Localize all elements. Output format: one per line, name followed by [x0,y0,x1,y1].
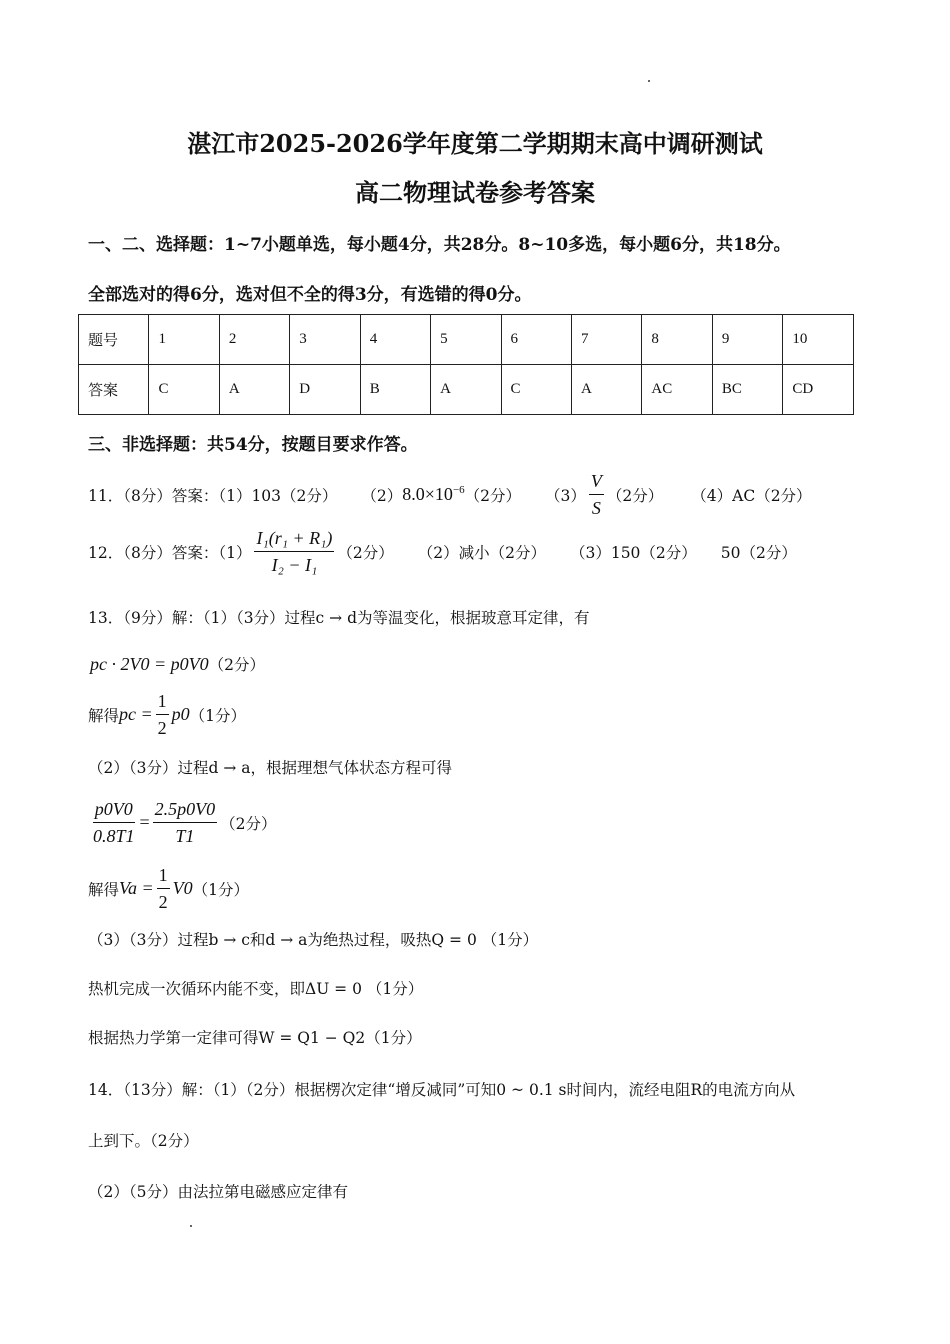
q12-part1-fraction [254,527,334,576]
q11-answer [88,470,812,519]
q12-part1-score: （2分） [337,543,394,562]
equation-score: （2分） [220,814,277,833]
section1-scoring: 全部选对的得6分，选对但不全的得3分，有选错的得0分。 [88,285,532,305]
fraction-numerator: p0V0 [93,798,135,823]
equation-score: （2分） [208,656,266,674]
table-cell: 3 [290,315,360,365]
q14-line1: 14．（13分）解：（1）（2分）根据楞次定律“增反减同”可知0 ~ 0.1 s时间内，流经电阻R的电流方向从 [88,1081,796,1099]
q11-part2-value [402,484,464,505]
table-cell: C [501,365,571,415]
fraction-denominator: 2 [158,892,168,912]
q13-sol1 [88,690,246,739]
q11-part2-label: （2） [361,486,403,505]
section1-instructions: 一、二、选择题：1~7小题单选，每小题4分，共28分。8~10多选，每小题6分，共18分。 [88,235,791,255]
table-cell: A [571,365,641,415]
table-cell: CD [783,365,854,415]
fraction-numerator: I₁(r₁ + R₁) [254,527,334,552]
equation: pc · 2V0 = p0V0 [90,653,209,674]
table-cell: AC [642,365,713,415]
table-cell: 6 [501,315,571,365]
table-header-answer: 答案 [79,365,149,415]
table-cell: 9 [712,315,783,365]
solution-rhs: V0 [172,878,193,898]
q12-prefix: 12．（8分）答案：（1） [88,543,252,562]
fraction-denominator: S [591,498,601,518]
q13-line2: （2）（3分）过程d → a，根据理想气体状态方程可得 [88,759,452,777]
table-cell: B [360,365,430,415]
q13-eq1 [90,653,265,675]
q11-part3-score: （2分） [606,486,664,505]
solution-fraction [157,864,170,913]
q13-line1: 13．（9分）解：（1）（3分）过程c → d为等温变化，根据玻意耳定律，有 [88,609,590,627]
table-cell: 8 [642,315,713,365]
solution-score: （1分） [189,706,247,725]
q11-part2-exponent: −6 [452,484,465,496]
fraction-numerator: V [589,470,604,495]
fraction-numerator: 1 [156,690,169,715]
equation-right-fraction [153,798,218,847]
q13-sol2 [88,864,249,913]
q11-part3-fraction [589,470,604,519]
table-cell: 4 [360,315,430,365]
fraction-numerator: 2.5p0V0 [153,798,218,823]
q12-part4: 50（2分） [720,543,797,562]
fraction-denominator: 2 [157,718,167,738]
page-title: 湛江市2025-2026学年度第二学期期末高中调研测试 [187,129,763,158]
table-row [79,315,854,365]
q13-eq2 [88,798,277,847]
fraction-denominator: I₂ − I₁ [271,555,318,575]
q13-line3: （3）（3分）过程b → c和d → a为绝热过程，吸热Q = 0 （1分） [88,931,539,949]
table-cell: 10 [783,315,854,365]
table-cell: 1 [149,315,219,365]
solution-label: 解得 [88,706,120,725]
table-cell: A [431,365,501,415]
q12-part2: （2）减小（2分） [417,543,546,562]
page-subtitle: 高二物理试卷参考答案 [355,178,595,207]
table-cell: 2 [219,315,289,365]
table-cell: 5 [431,315,501,365]
solution-fraction [156,690,169,739]
scan-dot-bottom [190,1225,192,1227]
q14-line2: 上到下。（2分） [88,1132,199,1150]
fraction-numerator: 1 [157,864,170,889]
fraction-denominator: T1 [175,826,195,846]
q13-line4: 热机完成一次循环内能不变，即ΔU = 0 （1分） [88,980,424,998]
q11-prefix: 11．（8分）答案：（1）103（2分） [88,486,338,505]
equation-left-fraction [91,798,137,847]
solution-label: 解得 [88,880,120,899]
solution-rhs: p0 [171,704,190,724]
q11-part2-mantissa: 8.0×10 [402,484,453,504]
solution-lhs: pc = [119,704,153,724]
solution-lhs: Va = [119,878,154,898]
q13-line5: 根据热力学第一定律可得W = Q1 − Q2（1分） [88,1029,422,1047]
table-cell: D [290,365,360,415]
equals-sign: = [139,812,150,832]
table-cell: 7 [571,315,641,365]
solution-score: （1分） [192,880,250,899]
q12-answer [88,527,797,576]
table-row [79,365,854,415]
table-cell: C [149,365,219,415]
q14-line3: （2）（5分）由法拉第电磁感应定律有 [88,1183,348,1201]
section3-heading: 三、非选择题：共54分，按题目要求作答。 [88,435,418,455]
q11-part4: （4）AC（2分） [691,486,812,505]
table-cell: BC [712,365,783,415]
answer-table [78,314,854,415]
table-header-number: 题号 [79,315,149,365]
table-cell: A [219,365,289,415]
q11-part3-label: （3） [545,486,586,505]
fraction-denominator: 0.8T1 [93,826,135,846]
q11-part2-score: （2分） [464,486,522,505]
scan-dot-top [648,80,650,82]
q12-part3: （3）150（2分） [569,543,697,562]
